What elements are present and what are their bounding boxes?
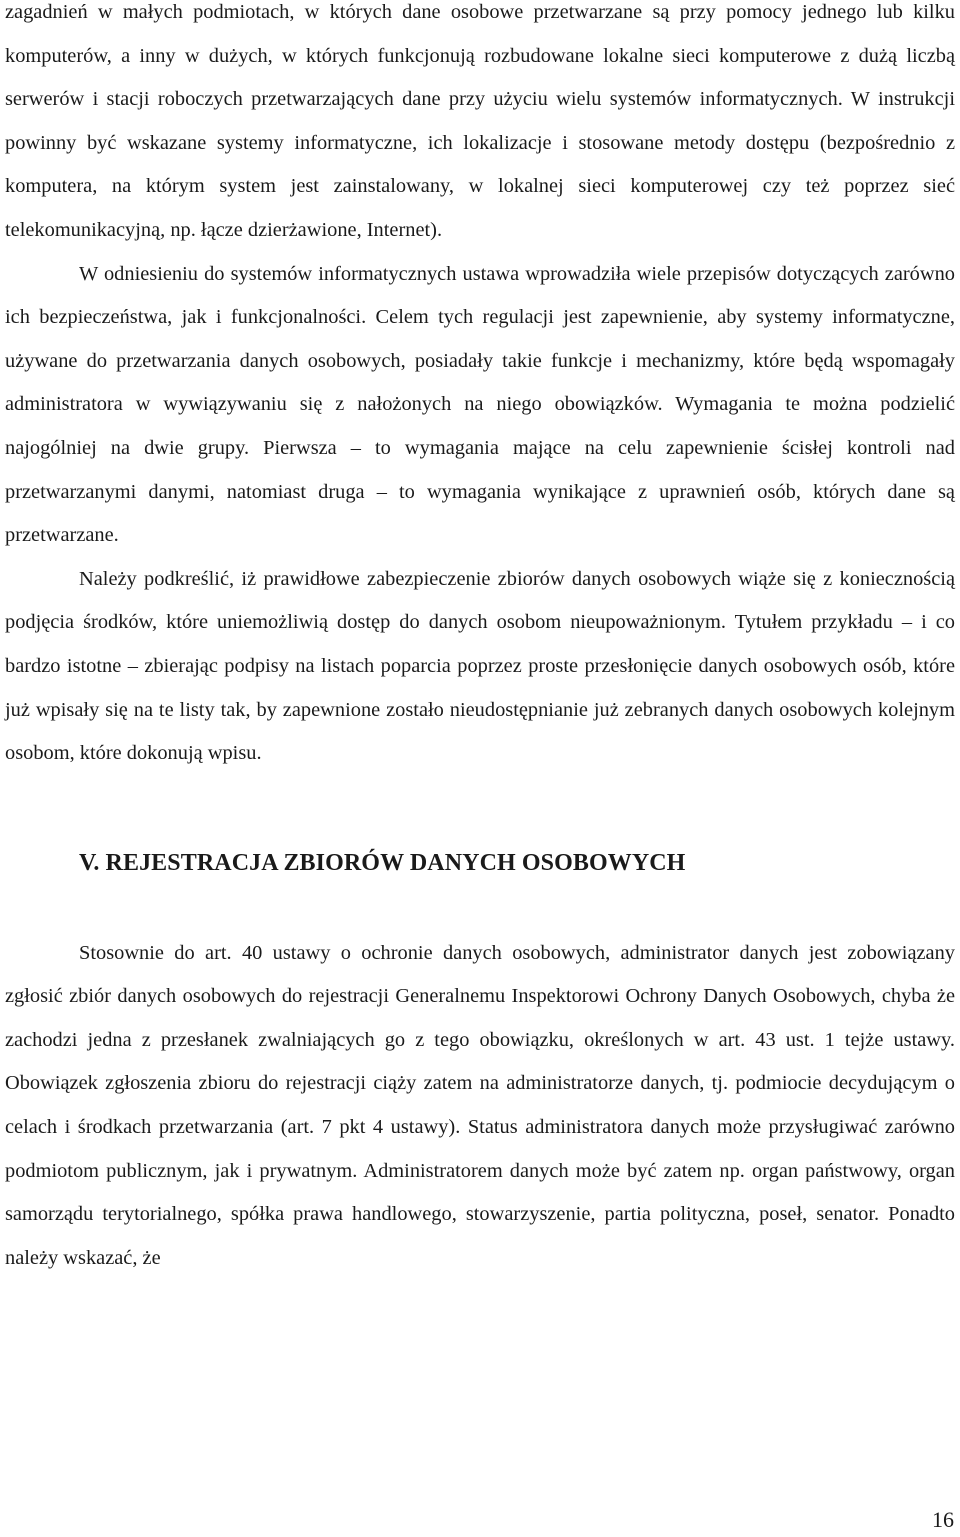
document-page: [5, 0, 955, 1280]
section-heading: V. REJESTRACJA ZBIORÓW DANYCH OSOBOWYCH: [79, 849, 686, 876]
paragraph-registration: Stosownie do art. 40 ustawy o ochronie danych osobowych, administrator danych jest zobowiązany zgłosić zbiór danych osobowych do rejestracji Generalnemu Inspektorowi Ochrony Danych Osobowych, chyba że zachodzi jedna z przesłanek zwalniających go z tego obowiązku, określonych w art. 43 ust. 1 tejże ustawy. Obowiązek zgłoszenia zbioru do rejestracji ciąży zatem na administratorze danych, tj. podmiocie decydującym o celach i środkach przetwarzania (art. 7 pkt 4 ustawy). Status administratora danych może przysługiwać zarówno podmiotom publicznym, jak i prywatnym. Administratorem danych może być zatem np. organ państwowy, organ samorządu terytorialnego, spółka prawa handlowego, stowarzyszenie, partia polityczna, poseł, senator. Ponadto należy wskazać, że: [5, 941, 955, 1269]
paragraph-continuation: zagadnień w małych podmiotach, w których dane osobowe przetwarzane są przy pomocy jednego lub kilku komputerów, a inny w dużych, w których funkcjonują rozbudowane lokalne sieci komputerowe z dużą liczbą serwerów i stacji roboczych przetwarzających dane przy użyciu wielu systemów informatycznych. W instrukcji powinny być wskazane systemy informatyczne, ich lokalizacje i stosowane metody dostępu (bezpośrednio z komputera, na którym system jest zainstalowany, w lokalnej sieci komputerowej czy też poprzez sieć telekomunikacyjną, np. łącze dzierżawione, Internet).: [5, 1, 955, 241]
page-number: 16: [932, 1507, 954, 1532]
paragraph-information-systems: W odniesieniu do systemów informatycznych ustawa wprowadziła wiele przepisów dotyczących zarówno ich bezpieczeństwa, jak i funkcjonalności. Celem tych regulacji jest zapewnienie, aby systemy informatyczne, używane do przetwarzania danych osobowych, posiadały takie funkcje i mechanizmy, które będą wspomagały administratora w wywiązywaniu się z nałożonych na niego obowiązków. Wymagania te można podzielić najogólniej na dwie grupy. Pierwsza – to wymagania mające na celu zapewnienie ścisłej kontroli nad przetwarzanymi danymi, natomiast druga – to wymagania wynikające z uprawnień osób, których dane są przetwarzane.: [5, 262, 955, 547]
paragraph-data-protection: Należy podkreślić, iż prawidłowe zabezpieczenie zbiorów danych osobowych wiąże się z koniecznością podjęcia środków, które uniemożliwią dostęp do danych osobom nieupoważnionym. Tytułem przykładu – i co bardzo istotne – zbierając podpisy na listach poparcia poprzez proste przesłonięcie danych osobowych osób, które już wpisały się na te listy tak, by zapewnione zostało nieudostępnianie już zebranych danych osobowych kolejnym osobom, które dokonują wpisu.: [5, 567, 955, 765]
